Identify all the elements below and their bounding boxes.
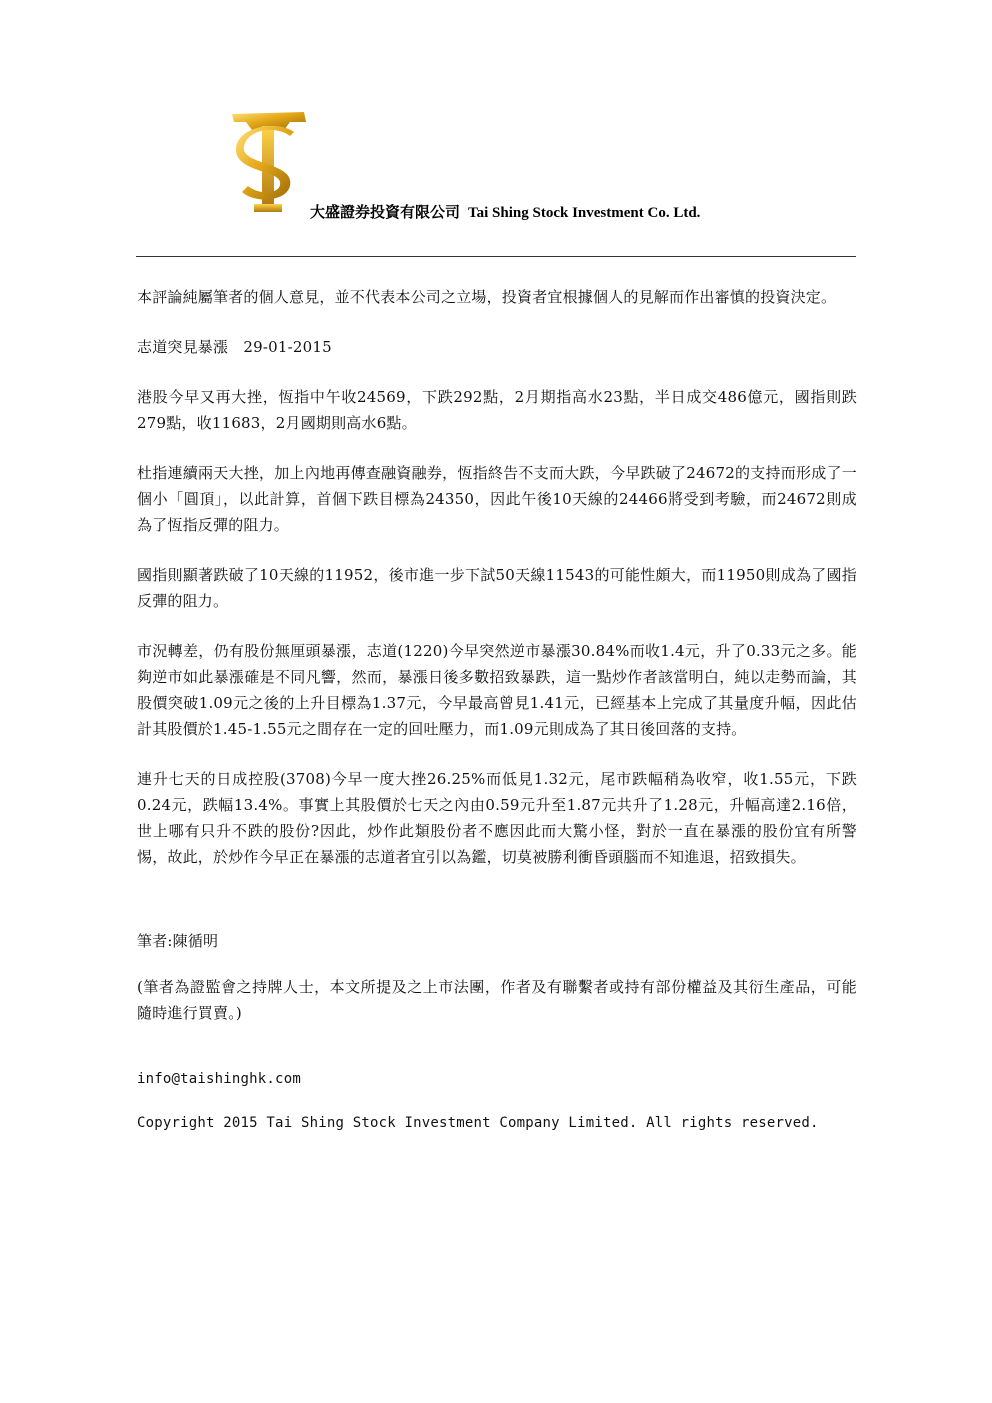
paragraph: 連升七天的日成控股(3708)今早一度大挫26.25%而低見1.32元，尾市跌幅稍為收窄，收1.55元，下跌0.24元，跌幅13.4%。事實上其股價於七天之內由0.59元升至1.87元共升了1.28元，升幅高達2.16倍，世上哪有只升不跌的股份?因此，炒作此類股份者不應因此而大驚小怪，對於一直在暴漲的股份宜有所警惕，故此，於炒作今早正在暴漲的志道者宜引以為鑑，切莫被勝利衝昏頭腦而不知進退，招致損失。 — [137, 770, 857, 866]
author-byline: 筆者:陳循明 — [137, 932, 219, 950]
paragraph: 港股今早又再大挫，恆指中午收24569，下跌292點，2月期指高水23點，半日成交486億元，國指則跌279點，收11683，2月國期則高水6點。 — [137, 388, 857, 432]
disclosure-note: (筆者為證監會之持牌人士，本文所提及之上市法團，作者及有聯繫者或持有部份權益及其衍生產品，可能隨時進行買賣。) — [137, 978, 857, 1022]
header-divider — [136, 256, 856, 257]
company-name — [310, 201, 700, 222]
paragraph: 市況轉差，仍有股份無厘頭暴漲，志道(1220)今早突然逆市暴漲30.84%而收1.4元，升了0.33元之多。能夠逆市如此暴漲確是不同凡響，然而，暴漲日後多數招致暴跌，這一點炒作者該當明白，純以走勢而論，其股價突破1.09元之後的上升目標為1.37元，今早最高曾見1.41元，已經基本上完成了其量度升幅，因此估計其股價於1.45-1.55元之間存在一定的回吐壓力，而1.09元則成為了其日後回落的支持。 — [137, 642, 857, 738]
article-body — [137, 284, 857, 1160]
contact-email[interactable]: info@taishinghk.com — [137, 1071, 301, 1087]
company-name-zh: 大盛證券投資有限公司 — [310, 205, 461, 221]
ts-gold-logo-icon — [228, 108, 308, 218]
disclaimer: 本評論純屬筆者的個人意見，並不代表本公司之立場，投資者宜根據個人的見解而作出審慎的投資決定。 — [137, 288, 837, 306]
letterhead — [228, 108, 828, 220]
paragraph: 杜指連續兩天大挫，加上內地再傳查融資融券，恆指終告不支而大跌，今早跌破了24672的支持而形成了一個小「圓頂」，以此計算，首個下跌目標為24350，因此午後10天線的24466將受到考驗，而24672則成為了恆指反彈的阻力。 — [137, 464, 857, 534]
copyright-notice: Copyright 2015 Tai Shing Stock Investment Company Limited. All rights reserved. — [137, 1115, 819, 1131]
article-title: 志道突見暴漲 29-01-2015 — [137, 338, 332, 356]
company-name-en: Tai Shing Stock Investment Co. Ltd. — [468, 205, 701, 221]
paragraph: 國指則顯著跌破了10天線的11952，後市進一步下試50天線11543的可能性頗大，而11950則成為了國指反彈的阻力。 — [137, 566, 857, 610]
